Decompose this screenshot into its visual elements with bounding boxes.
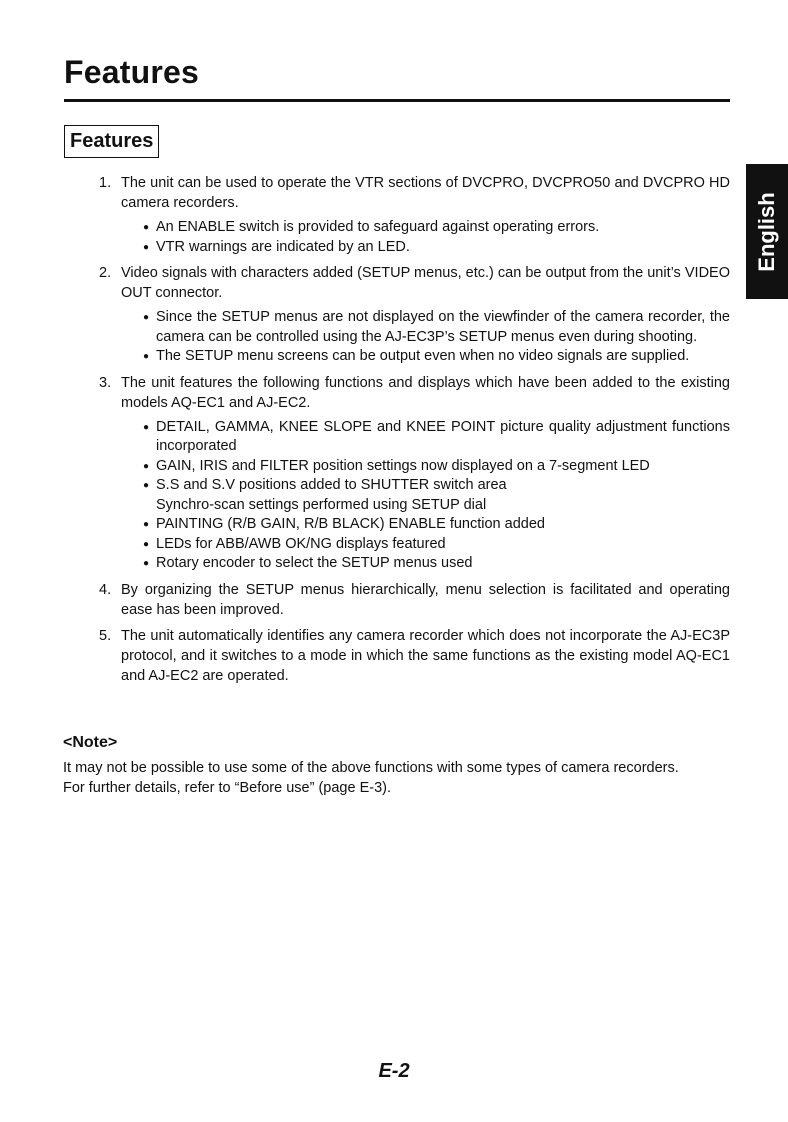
feature-item-number: 2. (99, 265, 112, 281)
feature-item-text: The unit can be used to operate the VTR sections of DVCPRO, DVCPRO50 and DVCPRO HD camera recorders. (121, 175, 730, 211)
feature-bullet-list (156, 218, 730, 257)
feature-item (99, 580, 730, 620)
feature-item (99, 626, 730, 686)
page-number: E-2 (378, 1060, 410, 1082)
feature-bullet: ● PAINTING (R/B GAIN, R/B BLACK) ENABLE function added (156, 515, 730, 535)
section-heading-box: Features (64, 125, 159, 158)
note-line: It may not be possible to use some of the above functions with some types of camera recorders. (63, 760, 679, 776)
feature-item-text: The unit features the following functions and displays which have been added to the existing models AQ-EC1 and AJ-EC2. (121, 374, 730, 411)
feature-item (99, 173, 730, 257)
note-text (63, 758, 730, 798)
feature-bullet: ● The SETUP menu screens can be output even when no video signals are supplied. (156, 347, 730, 367)
title-underline (64, 99, 730, 102)
feature-item (99, 373, 730, 574)
feature-bullet: ● LEDs for ABB/AWB OK/NG displays featured (156, 535, 730, 555)
feature-bullet: ● An ENABLE switch is provided to safeguard against operating errors. (156, 218, 730, 238)
feature-item-text: By organizing the SETUP menus hierarchically, menu selection is facilitated and operating ease has been improved. (121, 581, 730, 618)
feature-bullet: ● Since the SETUP menus are not displayed on the viewfinder of the camera recorder, the camera can be controlled using the AJ-EC3P’s SETUP menus even during shooting. (156, 308, 730, 347)
note-heading: <Note> (63, 734, 118, 751)
feature-item (99, 263, 730, 367)
feature-item-number: 3. (99, 374, 112, 391)
language-side-tab-label: English (754, 191, 779, 272)
feature-item-text: The unit automatically identifies any camera recorder which does not incorporate the AJ-EC3P protocol, and it switches to a mode in which the same functions as the existing model AQ-EC1 and AJ-EC2 are operated. (121, 627, 730, 684)
feature-item-text: Video signals with characters added (SETUP menus, etc.) can be output from the unit’s VIDEO OUT connector. (121, 265, 730, 301)
feature-bullet-list (156, 308, 730, 367)
feature-item-number: 5. (99, 627, 112, 644)
feature-bullet-list (156, 418, 730, 574)
feature-bullet: ● DETAIL, GAMMA, KNEE SLOPE and KNEE POINT picture quality adjustment functions incorporated (156, 418, 730, 457)
feature-item-number: 4. (99, 581, 112, 598)
feature-bullet: ● S.S and S.V positions added to SHUTTER switch area Synchro-scan settings performed using SETUP dial (156, 476, 730, 515)
page-title: Features (64, 54, 199, 90)
feature-bullet: ● VTR warnings are indicated by an LED. (156, 238, 730, 258)
feature-item-number: 1. (99, 175, 112, 191)
features-list (0, 173, 788, 692)
note-line: For further details, refer to “Before use” (page E-3). (63, 780, 391, 796)
feature-bullet: ● Rotary encoder to select the SETUP menus used (156, 554, 730, 574)
feature-bullet: ● GAIN, IRIS and FILTER position settings now displayed on a 7-segment LED (156, 457, 730, 477)
